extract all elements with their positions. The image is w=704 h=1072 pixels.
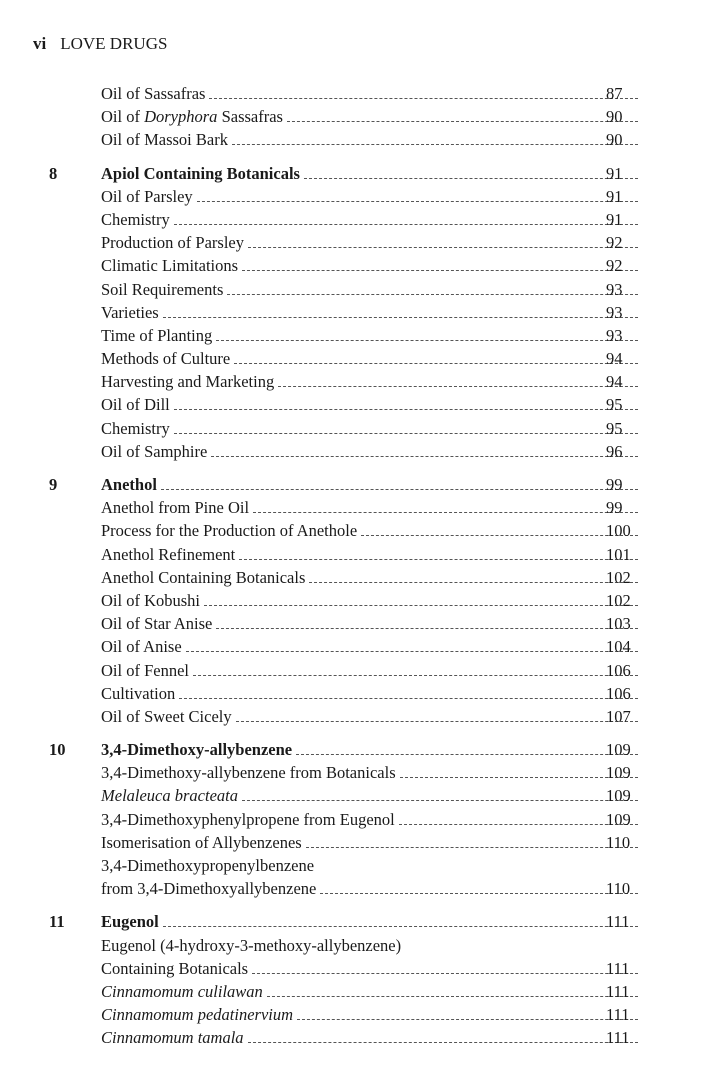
page-folio: vi [33, 34, 47, 53]
dot-leader [216, 339, 638, 341]
entry-title: Melaleuca bracteata [101, 786, 238, 806]
book-title: LOVE DRUGS [60, 34, 168, 53]
toc-entry-body [101, 254, 638, 277]
entry-title: Chemistry [101, 418, 170, 438]
entry-title: Eugenol (4-hydroxy-3-methoxy-allybenzene) [101, 935, 402, 955]
dot-leader [253, 511, 638, 513]
dot-leader [174, 223, 638, 225]
page-number: 99 [606, 498, 623, 518]
toc-entry-body [101, 957, 638, 980]
toc-entry [0, 82, 704, 105]
toc-entry [0, 612, 704, 635]
dot-leader [204, 604, 638, 606]
toc-entry-body [101, 566, 638, 589]
toc-entry [0, 105, 704, 128]
toc-entry-body [101, 301, 638, 324]
dot-leader [242, 269, 638, 271]
page-number: 101 [606, 544, 631, 564]
toc-entry [0, 208, 704, 231]
toc-entry [0, 934, 704, 957]
dot-leader [287, 120, 638, 122]
page-number: 109 [606, 809, 631, 829]
toc-entry-body [101, 393, 638, 416]
entry-title: Oil of Kobushi [101, 590, 200, 610]
dot-leader [296, 753, 638, 755]
dot-leader [161, 488, 638, 490]
dot-leader [304, 177, 638, 179]
page-number: 95 [606, 395, 623, 415]
toc-entry-body [101, 543, 638, 566]
page-number: 110 [606, 832, 631, 852]
dot-leader [248, 246, 638, 248]
page-number: 93 [606, 325, 623, 345]
toc-entry [0, 1026, 704, 1049]
toc-entry-body [101, 980, 638, 1003]
entry-title: Process for the Production of Anethole [101, 521, 358, 541]
entry-title: Cinnamomum culilawan [101, 981, 263, 1001]
entry-title: Climatic Limitations [101, 256, 239, 276]
page-number: 110 [606, 879, 631, 899]
toc-entry [0, 831, 704, 854]
entry-title-italic-part: Doryphora [144, 107, 218, 127]
toc-entry [0, 761, 704, 784]
page-number: 111 [606, 981, 630, 1001]
dot-leader [234, 362, 638, 364]
toc-entry [0, 705, 704, 728]
dot-leader [400, 776, 638, 778]
page-number: 102 [606, 567, 631, 587]
toc-entry-body [101, 738, 638, 761]
entry-title: Oil of Anise [101, 637, 182, 657]
toc-entry-body [101, 1026, 638, 1049]
entry-title: Oil of Sassafras [101, 84, 206, 103]
toc-entry-body [101, 473, 638, 496]
toc-section [0, 738, 704, 900]
entry-title: Oil of Massoi Bark [101, 130, 228, 150]
toc-entry [0, 496, 704, 519]
toc-entry [0, 347, 704, 370]
toc-entry [0, 784, 704, 807]
page-number: 94 [606, 349, 623, 369]
entry-title: from 3,4-Dimethoxyallybenzene [101, 879, 317, 899]
entry-title: Anethol Refinement [101, 544, 236, 564]
toc-entry [0, 566, 704, 589]
toc-entry [0, 910, 704, 933]
entry-title: Harvesting and Marketing [101, 372, 275, 392]
toc-entry [0, 519, 704, 542]
entry-title: Methods of Culture [101, 349, 231, 369]
dot-leader [186, 650, 638, 652]
table-of-contents [0, 82, 704, 1060]
entry-title: Cultivation [101, 683, 176, 703]
dot-leader [248, 1041, 638, 1043]
toc-entry [0, 589, 704, 612]
toc-entry-body [101, 831, 638, 854]
page-number: 91 [606, 186, 623, 206]
page-number: 109 [606, 763, 631, 783]
toc-entry [0, 682, 704, 705]
toc-entry [0, 324, 704, 347]
toc-entry-body [101, 635, 638, 658]
toc-entry [0, 417, 704, 440]
toc-entry-body [101, 162, 638, 185]
toc-entry-body [101, 784, 638, 807]
entry-title-part: Sassafras [217, 107, 283, 127]
entry-title: Oil of Dill [101, 395, 170, 415]
toc-entry-body [101, 854, 638, 877]
page-number: 92 [606, 256, 623, 276]
toc-entry [0, 278, 704, 301]
toc-entry [0, 128, 704, 151]
dot-leader [309, 581, 638, 583]
page-number: 91 [606, 163, 623, 183]
dot-leader [306, 846, 638, 848]
toc-entry [0, 370, 704, 393]
toc-entry-body [101, 440, 638, 463]
toc-entry-body [101, 231, 638, 254]
page-number: 94 [606, 372, 623, 392]
page-number: 90 [606, 130, 623, 150]
entry-title: Oil of Fennel [101, 660, 189, 680]
dot-leader [399, 823, 638, 825]
dot-leader [239, 558, 638, 560]
toc-entry-body [101, 185, 638, 208]
page-number: 93 [606, 279, 623, 299]
chapter-number: 11 [49, 912, 65, 932]
toc-entry-body [101, 128, 638, 151]
toc-entry [0, 1003, 704, 1026]
page-number: 104 [606, 637, 631, 657]
entry-title: Oil of Parsley [101, 186, 193, 206]
toc-entry [0, 635, 704, 658]
entry-title: Isomerisation of Allybenzenes [101, 832, 302, 852]
chapter-number: 8 [49, 163, 58, 183]
toc-entry-body [101, 705, 638, 728]
page-number: 106 [606, 683, 631, 703]
dot-leader [197, 200, 638, 202]
chapter-number: 9 [49, 475, 58, 494]
entry-title: 3,4-Dimethoxyphenylpropene from Eugenol [101, 809, 395, 829]
dot-leader [227, 293, 638, 295]
toc-section [0, 473, 704, 728]
toc-entry-body [101, 519, 638, 542]
entry-title: 3,4-Dimethoxypropenylbenzene [101, 856, 315, 875]
toc-entry [0, 301, 704, 324]
page-number: 107 [606, 706, 631, 726]
page-number: 109 [606, 740, 631, 760]
entry-title: Chemistry [101, 209, 170, 229]
toc-entry-body [101, 682, 638, 705]
dot-leader [216, 627, 638, 629]
toc-entry-body [101, 761, 638, 784]
toc-entry [0, 659, 704, 682]
toc-entry-body [101, 808, 638, 831]
chapter-title: Eugenol [101, 912, 159, 932]
page-number: 99 [606, 475, 623, 494]
toc-entry-body [101, 105, 638, 128]
chapter-number: 10 [49, 740, 66, 760]
dot-leader [236, 720, 638, 722]
dot-leader [163, 316, 638, 318]
dot-leader [209, 97, 638, 99]
toc-entry [0, 957, 704, 980]
entry-title [101, 105, 287, 128]
toc-entry-body [101, 208, 638, 231]
entry-title: Production of Parsley [101, 233, 244, 253]
page-number: 95 [606, 418, 623, 438]
entry-title: Soil Requirements [101, 279, 224, 299]
page-number: 111 [606, 958, 630, 978]
toc-entry-body [101, 612, 638, 635]
toc-entry-body [101, 278, 638, 301]
page-number: 111 [606, 912, 630, 932]
toc-entry-body [101, 347, 638, 370]
dot-leader [174, 432, 638, 434]
page-number: 109 [606, 786, 631, 806]
page-number: 102 [606, 590, 631, 610]
toc-entry-body [101, 417, 638, 440]
dot-leader [174, 408, 638, 410]
dot-leader [267, 995, 638, 997]
running-head [33, 34, 167, 54]
toc-entry-body [101, 370, 638, 393]
dot-leader [252, 972, 638, 974]
toc-entry [0, 808, 704, 831]
toc-entry-body [101, 659, 638, 682]
toc-entry-body [101, 934, 638, 957]
entry-title-part: Oil of [101, 107, 145, 127]
page-number: 93 [606, 302, 623, 322]
dot-leader [361, 534, 638, 536]
entry-title: Varieties [101, 302, 159, 322]
chapter-title: 3,4-Dimethoxy-allybenzene [101, 740, 293, 760]
entry-title: Time of Planting [101, 325, 213, 345]
toc-entry-body [101, 589, 638, 612]
toc-entry-body [101, 496, 638, 519]
dot-leader [179, 697, 638, 699]
dot-leader [242, 799, 638, 801]
entry-title: Oil of Samphire [101, 441, 208, 461]
toc-entry [0, 543, 704, 566]
page-number: 111 [606, 1005, 630, 1025]
dot-leader [193, 674, 638, 676]
page-number: 92 [606, 233, 623, 253]
entry-title: Oil of Sweet Cicely [101, 706, 232, 726]
dot-leader [297, 1018, 638, 1020]
toc-entry [0, 738, 704, 761]
entry-title: Containing Botanicals [101, 958, 249, 978]
toc-entry [0, 440, 704, 463]
toc-entry-body [101, 1003, 638, 1026]
entry-title: Anethol Containing Botanicals [101, 567, 306, 587]
toc-entry [0, 231, 704, 254]
toc-entry [0, 185, 704, 208]
page-number: 90 [606, 107, 623, 127]
entry-title: Oil of Star Anise [101, 614, 213, 634]
toc-entry [0, 980, 704, 1003]
dot-leader [163, 925, 638, 927]
page-number: 100 [606, 521, 631, 541]
entry-title: Anethol from Pine Oil [101, 498, 250, 518]
toc-entry [0, 393, 704, 416]
entry-title: Cinnamomum tamala [101, 1028, 244, 1048]
toc-section [0, 162, 704, 463]
toc-entry [0, 854, 704, 877]
chapter-title: Anethol [101, 475, 157, 494]
entry-title: 3,4-Dimethoxy-allybenzene from Botanicals [101, 763, 396, 783]
toc-entry-body [101, 82, 638, 105]
page-number: 103 [606, 614, 631, 634]
page-number: 96 [606, 441, 623, 461]
entry-title: Cinnamomum pedatinervium [101, 1005, 294, 1025]
toc-entry-body [101, 910, 638, 933]
toc-section [0, 910, 704, 1049]
toc-entry-body [101, 324, 638, 347]
dot-leader [232, 143, 638, 145]
toc-entry [0, 162, 704, 185]
chapter-title: Apiol Containing Botanicals [101, 163, 300, 183]
page-number: 91 [606, 209, 623, 229]
page-number: 111 [606, 1028, 630, 1048]
toc-entry [0, 254, 704, 277]
dot-leader [320, 892, 638, 894]
toc-entry [0, 877, 704, 900]
toc-entry [0, 473, 704, 496]
toc-entry-body [101, 877, 638, 900]
toc-section [0, 82, 704, 152]
page-number: 106 [606, 660, 631, 680]
page-number: 87 [606, 84, 623, 103]
dot-leader [278, 385, 638, 387]
dot-leader [211, 455, 638, 457]
